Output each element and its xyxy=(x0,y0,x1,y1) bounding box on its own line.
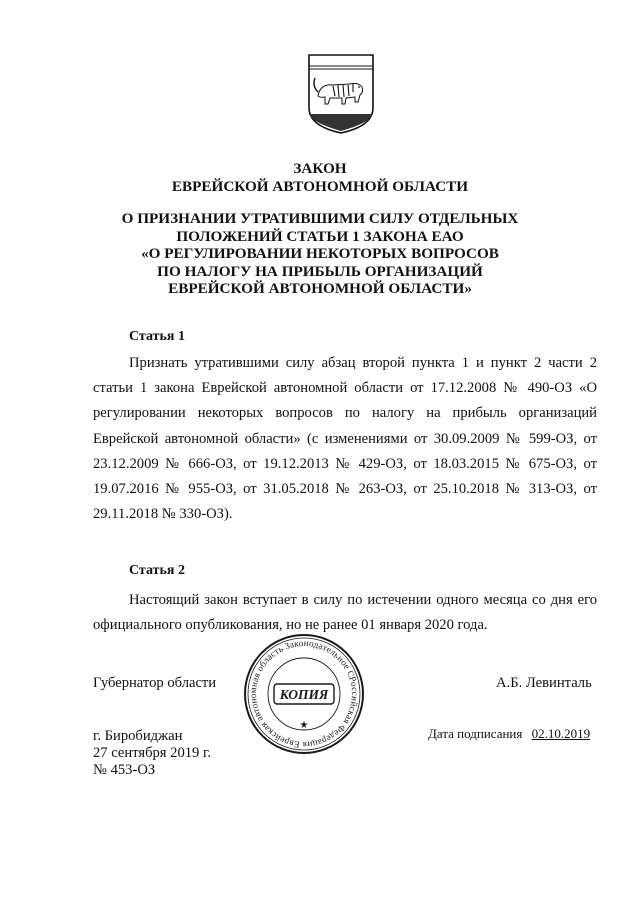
law-region: ЕВРЕЙСКОЙ АВТОНОМНОЙ ОБЛАСТИ xyxy=(171,177,469,195)
law-date: 27 сентября 2019 г. xyxy=(93,745,211,761)
stamp-ring-text: Российская Федерация Еврейская автономная область Законодательное Собрание xyxy=(247,637,361,751)
star-icon: ★ xyxy=(299,720,309,731)
official-stamp xyxy=(242,632,366,756)
law-title xyxy=(60,210,580,298)
governor-title: Губернатор области xyxy=(93,675,217,691)
law-label: ЗАКОН xyxy=(293,160,347,177)
title-line: О ПРИЗНАНИИ УТРАТИВШИМИ СИЛУ ОТДЕЛЬНЫХ xyxy=(121,210,519,227)
signing-city: г. Биробиджан xyxy=(93,728,183,744)
title-line: ПОЛОЖЕНИЙ СТАТЬИ 1 ЗАКОНА ЕАО xyxy=(176,227,464,245)
law-number: № 453-ОЗ xyxy=(93,762,156,778)
title-line: «О РЕГУЛИРОВАНИИ НЕКОТОРЫХ ВОПРОСОВ xyxy=(141,245,499,262)
title-line: ЕВРЕЙСКОЙ АВТОНОМНОЙ ОБЛАСТИ» xyxy=(168,280,472,297)
article-2-heading: Статья 2 xyxy=(129,563,185,578)
stamp-center-text: КОПИЯ xyxy=(279,687,329,702)
signing-date-value: 02.10.2019 xyxy=(531,726,591,741)
law-header xyxy=(60,160,580,195)
coat-of-arms-icon xyxy=(306,52,376,136)
signing-date-block xyxy=(428,726,590,742)
governor-name: А.Б. Левинталь xyxy=(496,675,592,691)
article-2-text: Настоящий закон вступает в силу по истечении одного месяца со дня его официального опубликования, но не ранее 01 января 2020 года. xyxy=(93,592,597,634)
signing-date-label: Дата подписания xyxy=(428,726,523,741)
article-1-text: Признать утратившими силу абзац второй пункта 1 и пункт 2 части 2 статьи 1 закона Еврейской автономной области от 17.12.2008 № 490-ОЗ «О регулировании некоторых вопросов по налогу на прибыль организаций Еврейской автономной области» (с изменениями от 30.09.2009 № 599-ОЗ, от 23.12.2009 № 666-ОЗ, от 19.12.2013 № 429-ОЗ, от 18.03.2015 № 675-ОЗ, от 19.07.2016 № 955-ОЗ, от 31.05.2018 № 263-ОЗ, от 25.10.2018 № 313-ОЗ, от 29.11.2018 № 330-ОЗ). xyxy=(93,355,597,523)
title-line: ПО НАЛОГУ НА ПРИБЫЛЬ ОРГАНИЗАЦИЙ xyxy=(157,262,483,280)
article-1-heading: Статья 1 xyxy=(129,329,185,344)
